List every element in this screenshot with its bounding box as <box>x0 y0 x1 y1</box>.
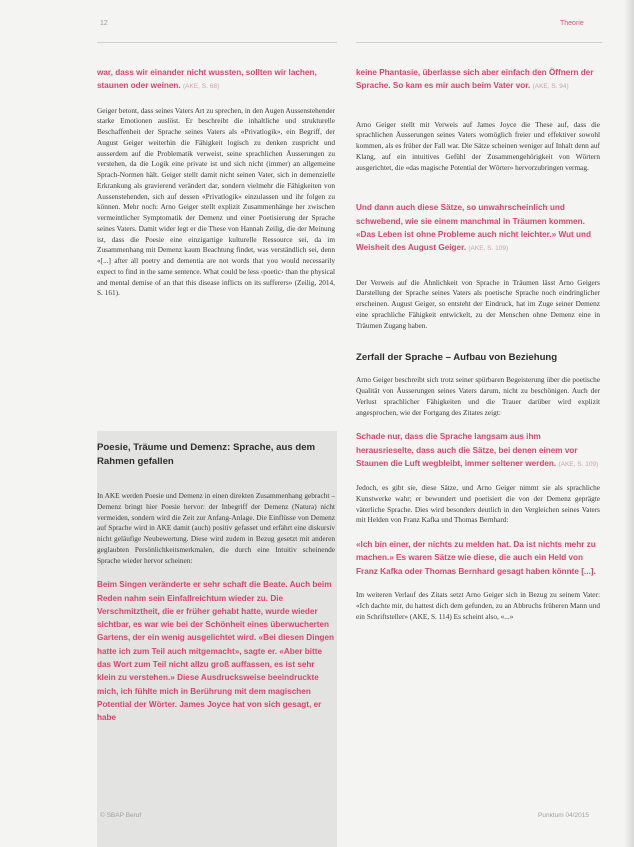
quote-block: Beim Singen veränderte er sehr schaft die Beate. Auch beim Reden nahm sein Einfallreichtum wieder zu. Die Verschmitztheit, die er früher gehabt hatte, wurde wieder sichtbar, es war wie bei der Schönheit eines überwucherten Gartens, der ein wenig ausgelichtet wird. «Bei diesen Dingen hatte ich zum Teil auch mitgemacht», sagte er. «Aber bitte das Wort zum Teil nicht allzu groß auffassen, es ist sehr klein zu verstehen.» Diese Ausdrucksweise beeindruckte mich, ich fühlte mich in Berührung mit dem magischen Potential der Wörter. James Joyce hat von sich gesagt, er habe <box>97 580 335 723</box>
body-paragraph: Jedoch, es gibt sie, diese Sätze, und Arno Geiger nimmt sie als sprachliche Kunstwerke wahr; er bewundert und poetisiert die von der Demenz geprägte väterliche Sprache. Dies wird besonders deutlich in den Vergleichen seines Vaters mit Helden von Franz Kafka und Thomas Bernhard: <box>356 483 600 525</box>
quote-block <box>356 66 600 94</box>
footer-left: © SBAP Beruf <box>100 812 142 819</box>
header-rule-left <box>97 42 337 43</box>
body-paragraph: Der Verweis auf die Ähnlichkeit von Sprache in Träumen lässt Arno Geigers Darstellung der Sprache seines Vaters als poetische Sprache noch eindringlicher erscheinen. August Geiger, so entsteht der Eindruck, hat im Zuge seiner Demenz eine sprachliche Fähigkeit entwickelt, zu der Menschen ohne Demenz eine in Träumen Zugang haben. <box>356 277 600 330</box>
body-paragraph: Arno Geiger stellt mit Verweis auf James Joyce die These auf, dass die sprachlichen Äusserungen seines Vaters womöglich freier und effektiver sowohl kommen, als es früher der Fall war. Die Sätze scheinen weniger auf Inhalt denn auf Klang, auf ein intuitives Gefühl der Zusammengehörigkeit von Wörtern ausgerichtet, die «das magische Potential der Wörter» hervorzubringen vermag. <box>356 119 600 172</box>
quote-text: keine Phantasie, überlasse sich aber einfach den Öffnern der Sprache. So kam es mir auch beim Vater vor. <box>356 68 594 91</box>
quote-block <box>356 201 600 255</box>
quote-source: (AKE, S. 68) <box>183 83 220 91</box>
section-heading: Zerfall der Sprache – Aufbau von Beziehung <box>356 352 558 364</box>
page-number: 12 <box>100 20 108 27</box>
quote-source: (AKE, S. 109) <box>558 460 599 468</box>
body-paragraph: Im weiteren Verlauf des Zitats setzt Arno Geiger sich in Bezug zu seinem Vater: «Ich dachte mir, du hattest dich dem gefunden, zu an Abbruchs früheren Mann und ein Schriftsteller» (AKE, S. 114) Es scheint also, «...» <box>356 590 600 621</box>
left-box-column <box>97 441 335 737</box>
quote-block <box>97 66 335 94</box>
quote-text: war, dass wir einander nicht wussten, sollten wir lachen, staunen oder weinen. <box>97 68 317 91</box>
right-column <box>356 66 600 634</box>
quote-source: (AKE, S. 109) <box>468 245 509 253</box>
header-rule-right <box>356 42 602 43</box>
left-column <box>97 66 335 311</box>
quote-text: Und dann auch diese Sätze, so unwahrscheinlich und schwebend, wie sie einem manchmal in Träumen kommen. «Das Leben ist ohne Probleme auch nicht leichter.» Wut und Weisheit des August Geiger. <box>356 203 592 253</box>
footer-right: Punktum 04/2015 <box>538 812 589 819</box>
section-heading: Poesie, Träume und Demenz: Sprache, aus dem Rahmen gefallen <box>97 442 316 467</box>
quote-text: Schade nur, dass die Sprache langsam aus ihm herausrieselte, dass auch die Sätze, bei denen einem vor Staunen die Luft wegbleibt, immer seltener werden. <box>356 432 578 468</box>
page-edge-shadow <box>624 0 634 847</box>
body-paragraph: Arno Geiger beschreibt sich trotz seiner spürbaren Begeisterung über die poetische Qualität von Äusserungen seines Vaters darum, nicht zu beschönigen. Auch der Verlust sprachlicher Fähigkeiten und die Trauer darüber wird explizit angesprochen, wie der Fortgang des Zitates zeigt: <box>356 375 600 417</box>
body-paragraph: In AKE werden Poesie und Demenz in einen direkten Zusammenhang gebracht – Demenz bringt hier Poesie hervor: der Inbegriff der Demenz (Natura) nicht vermeiden, sondern wird die Zeit zur Anfang-Anlage. Die Einflüsse von Demenz auf Sprache wird in AKE damit (auch) positiv gefasset und erfährt eine diskursiv nicht geläufige Neubewertung. Diese wird zudem in Bezug gesetzt mit anderen geglaubten Persönlichkeitsmerkmalen, die durch eine Intuitiv scheinende Sprache wieder hervor scheinen: <box>97 491 335 565</box>
quote-block: «Ich bin einer, der nichts zu melden hat. Da ist nichts mehr zu machen.» Es waren Sätze wie diese, die auch ein Held von Franz Kafka oder Thomas Bernhard gesagt haben könnte [...]. <box>356 540 596 576</box>
quote-source: (AKE, S. 94) <box>532 83 569 91</box>
section-label: Theorie <box>560 20 584 27</box>
body-paragraph: Geiger betont, dass seines Vaters Art zu sprechen, in den Augen Aussenstehender starke Emotionen auslöst. Er beschreibt die inhaltliche und strukturelle Beschaffenheit der Sprache seines Vaters als «Privatlogik», ein Begriff, der August Geiger weiterhin die Fähigkeit logisch zu denken zuspricht und ausserdem auf die Problematik verweist, seine sprachlichen Äusserungen zu verstehen, da die Logik eine private ist und sich nicht (immer) an allgemeine Sprach-Normen hält. Geiger stellt damit nicht seinen Vater, sich in demenzielle Erkrankung als gravierend verändert dar, sondern vielmehr die Fähigkeiten von Aussenstehenden, sich auf dessen «Privatlogik» einzulassen und ihr folgen zu können. Mehr noch: Arno Geiger stellt explizit Zusammenhänge her zwischen vermeintlicher Symptomatik der Demenz und einer Poetisierung der Sprache seines Vaters. Damit wider legt er die These von Hannah Zeilig, die der Meinung ist, dass die Poesie eine einzigartige kulturelle Ressource sei, da im Zusammenhang mit Demenz kaum Beachtung findet, was verständlich sei, denn «[...] after all poetry and dementia are not words that you would necessarily expect to find in the same sentence. What could be less ‹poetic› than the physical and mental demise of an that this disease inflicts on its sufferers» (Zeilig, 2014, S. 161). <box>97 105 335 298</box>
quote-block <box>356 430 600 471</box>
